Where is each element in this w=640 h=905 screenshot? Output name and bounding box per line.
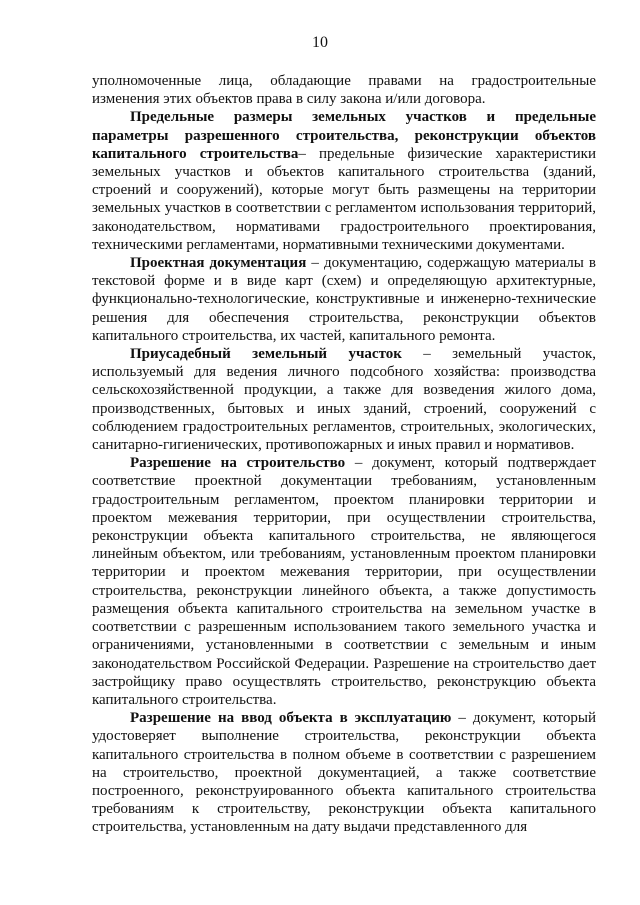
- defined-term: Разрешение на ввод объекта в эксплуатацию: [130, 710, 452, 727]
- paragraph-definition-building-permit: [92, 454, 596, 709]
- definition-text: – документацию, содержащую материалы в текстовой форме и в виде карт (схем) и определяющую архитектурные, функционально-технологические, конструктивные и инженерно-технические решения для обеспечения строительства, реконструкции объектов капитального строительства, их частей, капитального ремонта.: [92, 255, 596, 344]
- paragraph-continuation: [92, 72, 596, 108]
- paragraph-definition-limit-parameters: [92, 108, 596, 254]
- paragraph-definition-household-plot: [92, 345, 596, 454]
- defined-term: Разрешение на строительство: [130, 455, 346, 472]
- definition-text: – земельный участок, используемый для ведения личного подсобного хозяйства: производства сельскохозяйственной продукции, а также для возведения жилого дома, производственных, бытовых и иных зданий, строений, сооружений с соблюдением градостроительных регламентов, строительных, экологических, санитарно-гигиенических, противопожарных и иных правил и нормативов.: [92, 346, 596, 454]
- paragraph-definition-commissioning-permit: [92, 709, 596, 836]
- defined-term: Предельные размеры земельных участков и предельные параметры разрешенного строительства, реконструкции объектов капитального строительства: [92, 109, 596, 162]
- defined-term: Проектная документация: [130, 255, 307, 272]
- definition-text: – документ, который подтверждает соответствие проектной документации требованиям, установленным градостроительным регламентом, проектом планировки территории и проектом межевания территории, при осуществлении строительства, реконструкции объекта капитального строительства, не являющегося линейным объектом, или требованиям, установленным проектом планировки территории и проектом межевания территории, при осуществлении строительства, реконструкции линейного объекта, а также допустимость размещения объекта капитального строительства на земельном участке в соответствии с разрешенным использованием такого земельного участка и ограничениями, установленными в соответствии с земельным и иным законодательством Российской Федерации. Разрешение на строительство дает застройщику право осуществлять строительство, реконструкцию объекта капитального строительства.: [92, 455, 596, 708]
- defined-term: Приусадебный земельный участок: [130, 346, 402, 363]
- document-body: [92, 72, 596, 837]
- paragraph-text: уполномоченные лица, обладающие правами на градостроительные изменения этих объектов права в силу закона и/или договора.: [92, 73, 596, 108]
- paragraph-definition-project-documentation: [92, 254, 596, 345]
- definition-text: – предельные физические характеристики земельных участков и объектов капитального строительства (зданий, строений и сооружений), которые могут быть размещены на территории земельных участков в соответствии с регламентом использования территорий, законодательством, нормативами градостроительного проектирования, техническими регламентами, нормативными техническими документами.: [92, 145, 597, 253]
- page-number: 10: [312, 34, 328, 51]
- definition-text: – документ, который удостоверяет выполнение строительства, реконструкции объекта капитального строительства в полном объеме в соответствии с разрешением на строительство, проектной документацией, а также соответствие построенного, реконструированного объекта капитального строительства требованиям к строительству, реконструкции объекта капитального строительства, установленным на дату выдачи представленного для: [92, 710, 597, 836]
